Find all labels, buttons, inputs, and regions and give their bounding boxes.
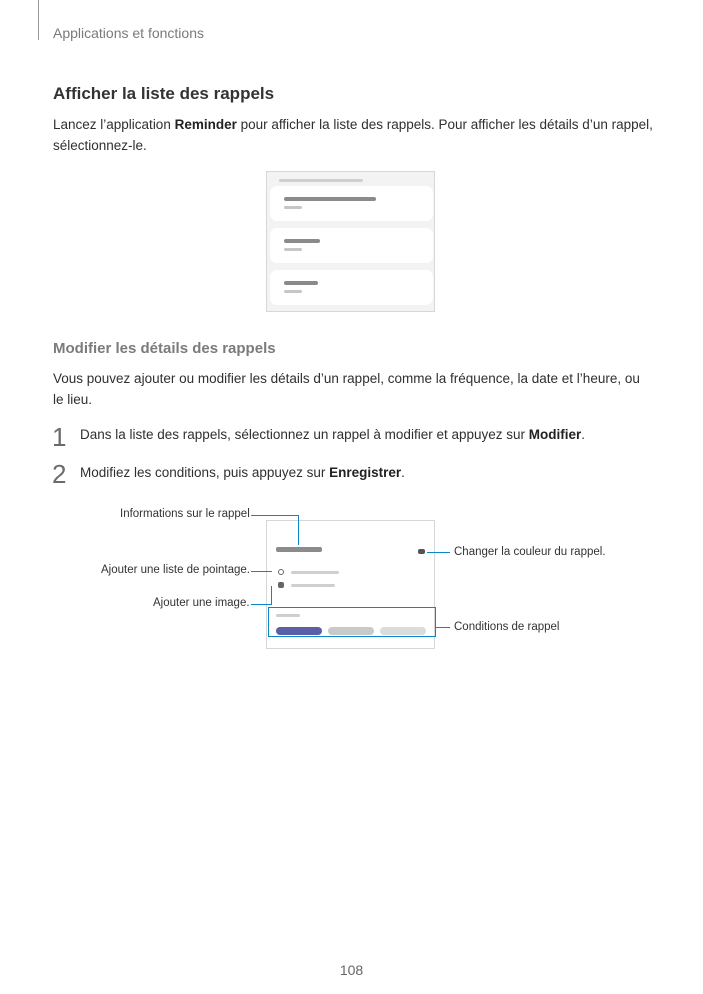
step-text: Modifiez les conditions, puis appuyez sur Enregistrer.: [80, 465, 405, 480]
color-palette-icon: [418, 549, 425, 554]
callout-image: Ajouter une image.: [153, 597, 250, 609]
callout-line: [251, 604, 272, 605]
reminder-card: [270, 228, 433, 263]
step-number: 2: [52, 459, 67, 489]
edit-paragraph: Vous pouvez ajouter ou modifier les détails d’un rappel, comme la fréquence, la date et l’heure, ou le lieu.: [53, 371, 640, 407]
section-header: Applications et fonctions: [53, 25, 204, 41]
image-icon: [278, 582, 284, 588]
callout-checklist: Ajouter une liste de pointage.: [101, 564, 250, 576]
step-number: 1: [52, 422, 67, 452]
list-header-placeholder: [279, 179, 363, 182]
callout-info: Informations sur le rappel: [120, 508, 250, 520]
conditions-highlight-box: [268, 607, 436, 637]
callout-line: [298, 515, 299, 545]
reminder-list-screenshot: [266, 171, 435, 312]
reminder-card: [270, 186, 433, 221]
app-name-reminder: Reminder: [174, 117, 237, 132]
callout-line: [251, 571, 272, 572]
callout-line: [251, 515, 299, 516]
section-intro-paragraph: Lancez l’application Reminder pour afficher la liste des rappels. Pour afficher les détails d’un rappel, sélectionnez-le.: [53, 117, 653, 153]
checklist-icon: [278, 569, 284, 575]
callout-conditions: Conditions de rappel: [454, 621, 560, 633]
step-text: Dans la liste des rappels, sélectionnez un rappel à modifier et appuyez sur Modifier.: [80, 427, 586, 442]
reminder-card: [270, 270, 433, 305]
callout-line: [427, 552, 450, 553]
callout-line: [436, 627, 450, 628]
reminder-title-placeholder: [276, 547, 322, 552]
section-title-list: Afficher la liste des rappels: [53, 84, 275, 103]
section-title-edit: Modifier les détails des rappels: [53, 340, 276, 357]
callout-color: Changer la couleur du rappel.: [454, 546, 606, 558]
header-rule: [38, 0, 39, 40]
callout-line: [271, 586, 272, 605]
page-number: 108: [339, 962, 364, 978]
